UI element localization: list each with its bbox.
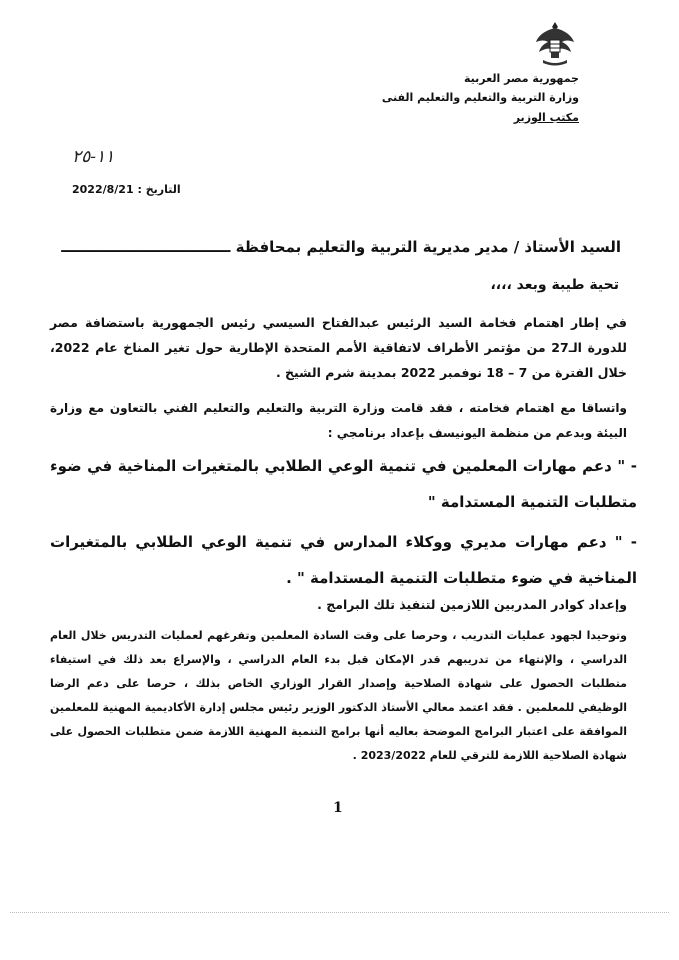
office-name: مكتب الوزير [513, 111, 579, 124]
paragraph-4-text: وتوحيدا لجهود عمليات التدريب ، وحرصا على وقت السادة المعلمين وتفرغهم لعمليات التدريس خلال العام الدراسي ، والإنتهاء من تدريبهم قدر الإمكان قبل بدء العام الدراسي ، والإسراع بعد ذلك في استيفاء متطلبات الحصول على شهادة الصلاحية وإصدار القرار الوزاري الخاص بذلك ، حرصا على دعم الرضا الوظيفي للمعلمين . فقد اعتمد معالي الأستاذ الدكتور الوزير رئيس مجلس إدارة الأكاديمية المهنية للمعلمين الموافقة على اعتبار البرامج الموضحة بعاليه أنها برامج التنمية المهنية اللازمة ضمن متطلبات الحصول على شهادة الصلاحية اللازمة للترقي للعام 2023/2022 . [50, 629, 627, 762]
paragraph-4 [50, 624, 627, 768]
date-value: 2022/8/21 [72, 183, 134, 196]
country-name: جمهورية مصر العربية [464, 72, 579, 85]
ministry-name: وزارة التربية والتعليم والتعليم الفنى [381, 91, 579, 104]
page-number: 1 [333, 800, 343, 816]
date-line [72, 183, 181, 196]
footer-divider [10, 912, 669, 913]
paragraph-3: وإعداد كوادر المدربين اللازمين لتنفيذ تلك البرامج . [317, 597, 627, 612]
paragraph-1-text: في إطار اهتمام فخامة السيد الرئيس عبدالفتاح السيسي رئيس الجمهورية باستضافة مصر للدورة الـ27 من مؤتمر الأطراف لاتفاقية الأمم المتحدة الإطارية حول تغير المناخ عام 2022، خلال الفترة من 7 – 18 نوفمبر 2022 بمدينة شرم الشيخ . [50, 315, 627, 380]
date-label: التاريخ : [137, 183, 181, 196]
program-bullet-1-text: - " دعم مهارات المعلمين في تنمية الوعي الطلابي بالمتغيرات المناخية في ضوء متطلبات التنمية المستدامة " [50, 457, 637, 511]
program-bullet-1 [50, 448, 637, 520]
paragraph-2-text: واتساقا مع اهتمام فخامته ، فقد قامت وزارة التربية والتعليم والتعليم الفني بالتعاون مع وزارة البيئة وبدعم من منظمة اليونيسف بإعداد برنامجي : [50, 401, 627, 440]
reference-number: ١١-٢٥ [72, 147, 115, 167]
program-bullet-2-text: - " دعم مهارات مديري ووكلاء المدارس في تنمية الوعي الطلابي بالمتغيرات المناخية في ضوء متطلبات التنمية المستدامة " . [50, 533, 637, 587]
greeting: تحية طيبة وبعد ،،،، [490, 277, 619, 293]
paragraph-1 [50, 310, 627, 385]
eagle-emblem-icon [533, 18, 577, 68]
recipient-line: السيد الأستاذ / مدير مديرية التربية والتعليم بمحافظة ـــــــــــــــــــــــــــــــــ [61, 238, 621, 256]
program-bullet-2 [50, 524, 637, 596]
paragraph-2 [50, 396, 627, 446]
